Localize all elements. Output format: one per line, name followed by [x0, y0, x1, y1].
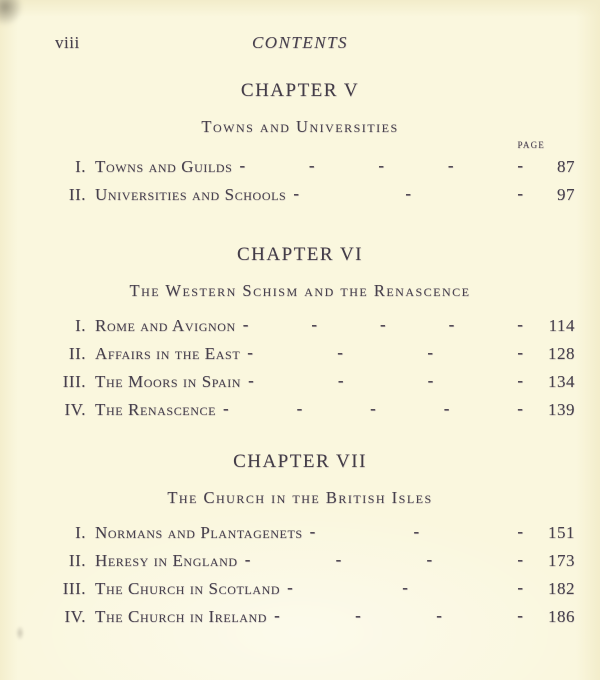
leader-dashes	[223, 396, 523, 424]
chapter-subtitle: The Western Schism and the Renascence	[129, 281, 471, 300]
leader-dash: -	[517, 315, 523, 334]
leader-dash: -	[517, 606, 523, 625]
leader-dash: -	[517, 156, 523, 175]
entry-title: Affairs in the East	[95, 344, 241, 363]
toc-entry-row	[0, 547, 600, 575]
entry-title: Normans and Plantagenets	[95, 523, 303, 542]
leader-dash: -	[335, 550, 342, 569]
entry-page-number: 182	[548, 579, 575, 598]
entry-title: Towns and Guilds	[95, 157, 233, 176]
entry-list	[0, 312, 600, 424]
leader-dash: -	[355, 606, 361, 625]
chapter-heading: CHAPTER V	[240, 80, 360, 101]
leader-dashes	[310, 519, 523, 547]
leader-dash: -	[517, 184, 523, 203]
leader-dash: -	[517, 399, 523, 418]
toc-entry-row	[0, 519, 600, 547]
entry-page-number: 186	[548, 607, 575, 626]
chapter-subtitle: The Church in the British Isles	[167, 488, 433, 507]
toc-entry-row	[0, 181, 600, 209]
leader-dash: -	[447, 156, 454, 175]
leader-dash: -	[244, 550, 251, 569]
chapter-section	[0, 80, 600, 209]
entry-page-number: 173	[548, 551, 575, 570]
leader-dash: -	[380, 315, 386, 334]
toc-entry-row	[0, 603, 600, 631]
entry-list	[0, 519, 600, 631]
entry-page-number: 97	[557, 185, 575, 204]
scan-smudge-top-left	[0, 0, 23, 26]
leader-dash: -	[293, 184, 299, 203]
leader-dash: -	[239, 156, 246, 175]
leader-dash: -	[436, 606, 442, 625]
leader-dash: -	[370, 399, 376, 418]
entry-page-number: 114	[548, 316, 575, 335]
chapter-section	[0, 244, 600, 424]
leader-dashes	[293, 181, 523, 209]
leader-dash: -	[247, 343, 253, 362]
entry-page-number: 87	[557, 157, 575, 176]
leader-dash: -	[405, 184, 411, 203]
toc-entry-row	[0, 575, 600, 603]
folio-number: viii	[55, 33, 80, 52]
entry-numeral: III.	[62, 372, 86, 391]
entry-page-number: 151	[548, 523, 575, 542]
running-head: CONTENTS	[251, 33, 349, 52]
leader-dashes	[239, 153, 523, 181]
entry-numeral: III.	[62, 579, 86, 598]
toc-entry-row	[0, 396, 600, 424]
chapter-heading: CHAPTER VII	[233, 451, 367, 472]
entry-numeral: II.	[68, 551, 86, 570]
entry-numeral: I.	[75, 523, 86, 542]
chapter-subtitle: Towns and Universities	[201, 117, 399, 136]
leader-dash: -	[517, 343, 523, 362]
leader-dash: -	[242, 315, 249, 334]
entry-numeral: II.	[68, 344, 86, 363]
toc-entry-row	[0, 153, 600, 181]
page-column-label: PAGE	[517, 140, 545, 150]
entry-title: The Church in Ireland	[95, 607, 268, 626]
leader-dash: -	[378, 156, 385, 175]
leader-dash: -	[427, 343, 433, 362]
leader-dash: -	[309, 522, 316, 541]
leader-dash: -	[248, 371, 254, 390]
entry-page-number: 134	[548, 372, 575, 391]
leader-dashes	[287, 575, 523, 603]
leader-dash: -	[517, 371, 523, 390]
entry-page-number: 128	[548, 344, 575, 363]
leader-dash: -	[274, 606, 280, 625]
leader-dash: -	[296, 399, 303, 418]
leader-dash: -	[402, 578, 408, 597]
leader-dash: -	[427, 371, 434, 390]
entry-numeral: IV.	[64, 400, 86, 419]
toc-entry-row	[0, 340, 600, 368]
leader-dash: -	[426, 550, 433, 569]
leader-dash: -	[443, 399, 450, 418]
leader-dash: -	[223, 399, 229, 418]
leader-dash: -	[311, 315, 318, 334]
leader-dash: -	[337, 371, 344, 390]
leader-dashes	[274, 603, 523, 631]
chapter-heading: CHAPTER VI	[236, 244, 364, 265]
entry-title: Rome and Avignon	[95, 316, 236, 335]
entry-list	[0, 153, 600, 209]
leader-dashes	[245, 547, 523, 575]
entry-title: The Church in Scotland	[95, 579, 281, 598]
entry-numeral: I.	[75, 316, 86, 335]
entry-numeral: IV.	[64, 607, 86, 626]
leader-dash: -	[413, 522, 420, 541]
entry-title: The Renascence	[95, 400, 217, 419]
leader-dash: -	[448, 315, 455, 334]
chapter-section	[0, 451, 600, 631]
entry-title: The Moors in Spain	[95, 372, 242, 391]
entry-page-number: 139	[548, 400, 575, 419]
entry-numeral: II.	[68, 185, 86, 204]
leader-dash: -	[517, 522, 523, 541]
leader-dash: -	[337, 343, 343, 362]
leader-dashes	[248, 368, 523, 396]
leader-dashes	[247, 340, 523, 368]
leader-dash: -	[287, 578, 293, 597]
leader-dash: -	[308, 156, 315, 175]
toc-entry-row	[0, 312, 600, 340]
leader-dash: -	[517, 578, 523, 597]
leader-dash: -	[517, 550, 523, 569]
entry-numeral: I.	[75, 157, 86, 176]
leader-dashes	[243, 312, 523, 340]
entry-title: Heresy in England	[95, 551, 238, 570]
toc-entry-row	[0, 368, 600, 396]
entry-title: Universities and Schools	[95, 185, 287, 204]
